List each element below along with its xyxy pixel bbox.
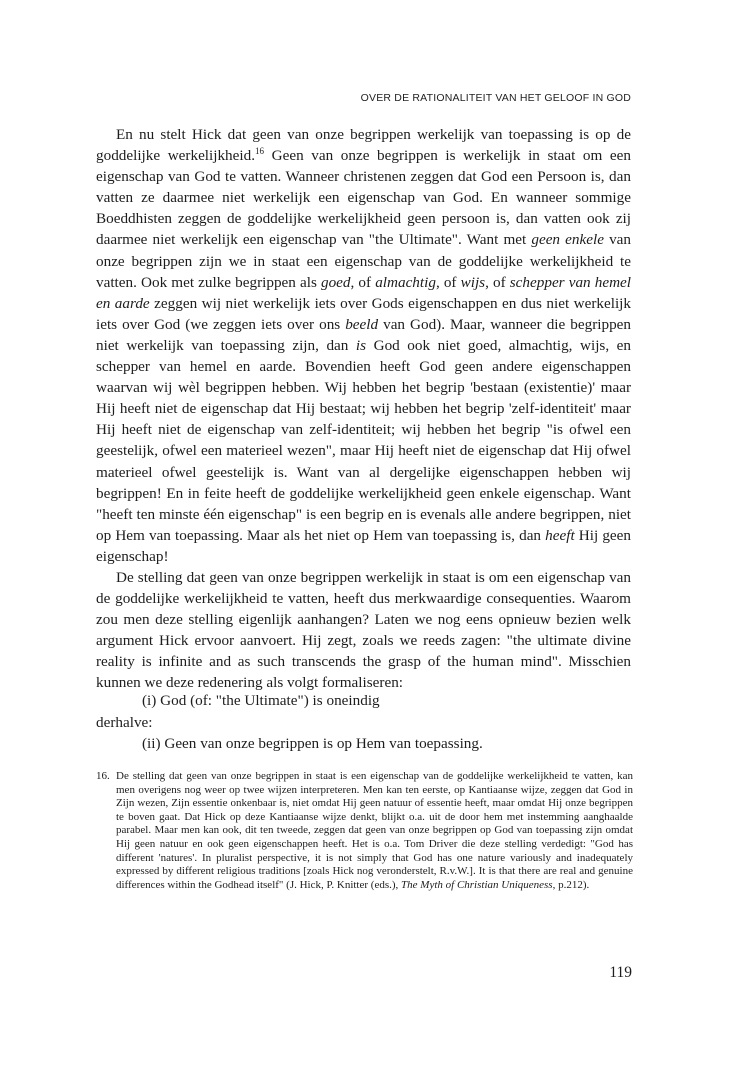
premise: (i) God (of: "the Ultimate") is oneindig xyxy=(142,692,380,709)
emphasis: goed xyxy=(320,273,351,291)
footnote xyxy=(96,770,633,892)
text-span: Hij geen eigenschap! xyxy=(96,526,631,565)
emphasis: heeft xyxy=(545,526,575,544)
emphasis: beeld xyxy=(345,315,379,333)
formalization xyxy=(96,690,631,755)
paragraph-2: De stelling dat geen van onze begrippen werkelijk in staat is om een eigenschap van de goddelijke werkelijkheid te vatten, heeft dus merkwaardige consequenties. Waarom zou men deze stelling eigenlijk aanhangen? Laten we nog eens opnieuw bezien welk argument Hick ervoor aanvoert. Hij zegt, zoals we reeds zagen: "the ultimate divine reality is infinite and as such transcends the grasp of the human mind". Misschien kunnen we deze redenering als volgt formaliseren: xyxy=(96,568,631,692)
text-span: , of xyxy=(485,273,510,291)
text-span: zeggen wij niet werkelijk iets over Gods eigenschappen en dus niet werkelijk iets over God (we zeggen iets over ons xyxy=(96,294,631,333)
emphasis: schepper van hemel en aarde xyxy=(96,273,631,312)
book-title: The Myth of Christian Uniqueness xyxy=(401,878,553,891)
footnote-text xyxy=(116,770,633,892)
text-span: God ook niet goed, almachtig, wijs, en schepper van hemel en aarde. Bovendien heeft God geen andere eigenschappen waarvan wij wèl begrippen hebben. Wij hebben het begrip 'bestaan (existentie)' maar Hij heeft niet de eigenschap dat Hij bestaat; wij hebben het begrip 'zelf-identiteit' maar Hij heeft niet de eigenschap van zelf-identiteit; wij hebben het begrip "is ofwel een geestelijk, ofwel een materieel wezen", maar Hij heeft niet de eigenschap dat Hij ofwel materieel ofwel geestelijk is. Want van al dergelijke eigenschappen hebben wij begrippen! En in feite heeft de goddelijke werkelijkheid geen enkele eigenschap. Want "heeft ten minste één eigenschap" is een begrip en is evenals alle andere begrippen, niet op Hem van toepassing. Maar als het niet op Hem van toepassing is, dan xyxy=(96,336,631,544)
text-span: , of xyxy=(350,273,376,291)
conclusion: (ii) Geen van onze begrippen is op Hem van toepassing. xyxy=(142,735,483,752)
text-span: Geen van onze begrippen is werkelijk in staat om een eigenschap van God te vatten. Wanneer christenen zeggen dat God een Persoon is, dan vatten ze daarmee niet werkelijk een eigenschap van God. En wanneer sommige Boeddhisten zeggen de goddelijke werkelijkheid geen persoon is, dan vatten ook zij daarmee niet werkelijk een eigenschap van "the Ultimate". Want met xyxy=(96,147,631,249)
footnote-reference: 16 xyxy=(255,146,265,157)
emphasis: is xyxy=(355,336,367,354)
running-head: OVER DE RATIONALITEIT VAN HET GELOOF IN GOD xyxy=(360,92,631,104)
page-number: 119 xyxy=(609,964,632,981)
text-span: De stelling dat geen van onze begrippen in staat is een eigenschap van de goddelijke werkelijkheid te vatten, kan men overigens nog weer op twee wijzen interpreteren. Men kan ten eerste, op Kantiaanse wijze, zeggen dat God in Zijn wezen, Zijn essentie onkenbaar is, niet omdat Hij geen natuur of essentie heeft, maar omdat Hij onze begrippen te boven gaat. Dat Hick op deze Kantiaanse wijze denkt, blijkt o.a. uit de door hem met instemming aanghaalde parabel. Maar men kan ook, dit ten tweede, zeggen dat geen van onze begrippen op God van toepassing zijn omdat Hij geen natuur en ook geen eigenschappen heeft. Het is o.a. Tom Driver die deze stelling verdedigt: "God has different 'natures'. In pluralist perspective, it is not simply that God has one nature variously and inadequately expressed by different religious traditions [zoals Hick nog veronderstelt, R.v.W.]. It is that there are real and genuine differences within the Godhead itself" (J. Hick, P. Knitter (eds.), xyxy=(116,770,633,891)
main-text xyxy=(96,124,631,694)
footnote-number: 16. xyxy=(96,770,110,782)
conjunction: derhalve: xyxy=(96,713,153,731)
emphasis: geen enkele xyxy=(531,231,604,249)
text-span: , p.212). xyxy=(552,878,590,891)
text-span: En nu stelt Hick dat geen van onze begrippen werkelijk van toepassing is op de goddelijke werkelijkheid. xyxy=(96,126,631,165)
paragraph-1 xyxy=(96,124,631,567)
text-span: van onze begrippen zijn we in staat een eigenschap van de goddelijke werkelijkheid te vatten. Ook met zulke begrippen als xyxy=(96,231,631,291)
text-span: van God). Maar, wanneer die begrippen niet werkelijk van toepassing zijn, dan xyxy=(96,315,631,354)
emphasis: wijs xyxy=(460,273,486,291)
text-span: , of xyxy=(435,273,461,291)
emphasis: almachtig xyxy=(375,273,436,291)
